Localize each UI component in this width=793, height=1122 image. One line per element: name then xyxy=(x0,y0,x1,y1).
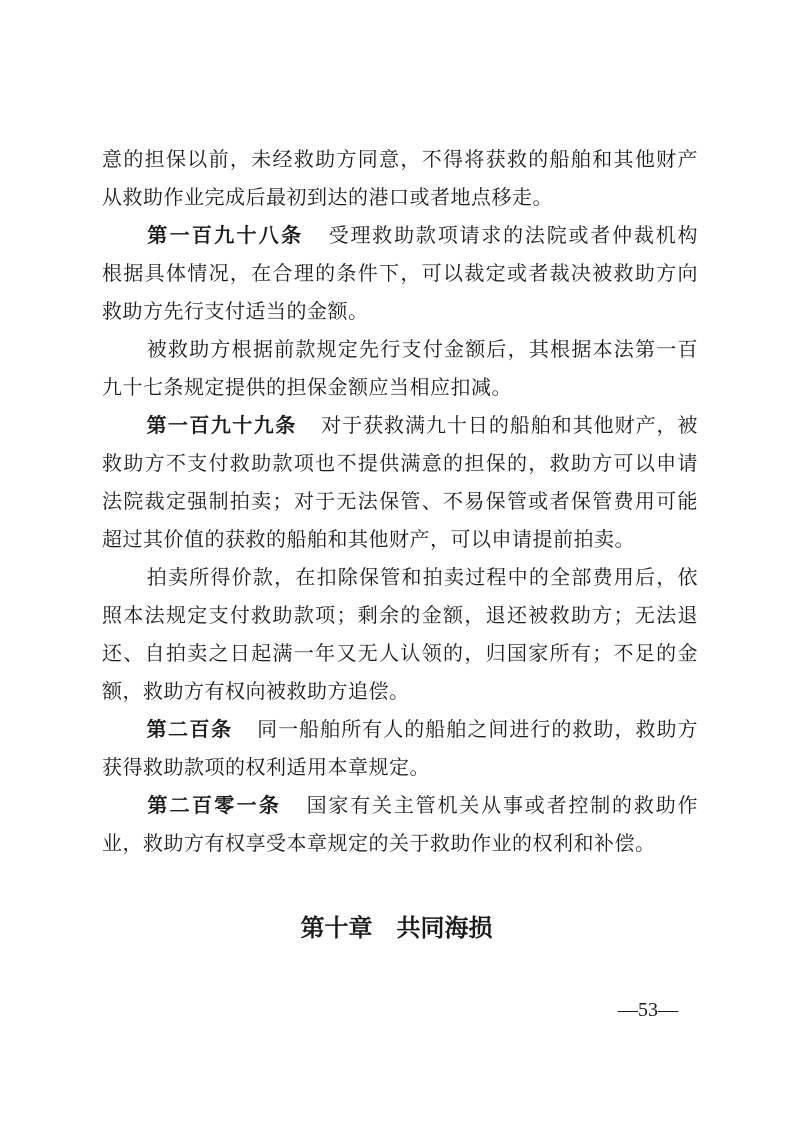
text-line xyxy=(102,787,698,825)
text-line xyxy=(102,749,698,787)
line-text: 对于获救满九十日的船舶和其他财产，被 xyxy=(320,415,699,437)
article-number: 第一百九十八条 xyxy=(146,225,304,247)
article-number: 第二百条 xyxy=(146,719,233,741)
article-title-gap xyxy=(297,431,321,432)
paragraph-indent xyxy=(102,811,146,812)
text-line xyxy=(102,825,698,863)
line-text: 照本法规定支付救助款项；剩余的金额，退还被救助方；无法退 xyxy=(102,605,698,627)
article-number: 第一百九十九条 xyxy=(146,415,297,437)
line-text: 获得救助款项的权利适用本章规定。 xyxy=(102,757,430,779)
line-text: 意的担保以前，未经救助方同意，不得将获救的船舶和其他财产 xyxy=(102,149,698,171)
line-text: 九十七条规定提供的担保金额应当相应扣减。 xyxy=(102,377,512,399)
text-line xyxy=(102,407,698,445)
paragraph-indent xyxy=(102,583,146,584)
text-line xyxy=(102,673,698,711)
paragraph-indent xyxy=(102,355,146,356)
text-line xyxy=(102,597,698,635)
text-line xyxy=(102,369,698,407)
legal-text-block xyxy=(102,141,698,863)
text-line xyxy=(102,521,698,559)
text-line xyxy=(102,711,698,749)
text-line xyxy=(102,293,698,331)
chapter-heading xyxy=(0,910,793,948)
line-text: 救助方先行支付适当的金额。 xyxy=(102,301,369,323)
chapter-heading-gap xyxy=(373,935,397,936)
line-text: 根据具体情况，在合理的条件下，可以裁定或者裁决被救助方向 xyxy=(102,263,698,285)
text-line xyxy=(102,141,698,179)
line-text: 受理救助款项请求的法院或者仲裁机构 xyxy=(327,225,699,247)
line-text: 同一船舶所有人的船舶之间进行的救助，救助方 xyxy=(256,719,699,741)
line-text: 被救助方根据前款规定先行支付金额后，其根据本法第一百 xyxy=(146,339,698,361)
line-text: 还、自拍卖之日起满一年又无人认领的，归国家所有；不足的金 xyxy=(102,643,698,665)
article-title-gap xyxy=(303,241,327,242)
paragraph-indent xyxy=(102,241,146,242)
article-title-gap xyxy=(233,735,257,736)
chapter-number: 第十章 xyxy=(300,915,373,942)
line-text: 超过其价值的获救的船舶和其他财产，可以申请提前拍卖。 xyxy=(102,529,635,551)
text-line xyxy=(102,255,698,293)
text-line xyxy=(102,559,698,597)
article-number: 第二百零一条 xyxy=(146,795,282,817)
chapter-title: 共同海损 xyxy=(396,915,493,942)
text-line xyxy=(102,483,698,521)
article-title-gap xyxy=(281,811,305,812)
text-line xyxy=(102,445,698,483)
paragraph-indent xyxy=(102,431,146,432)
line-text: 从救助作业完成后最初到达的港口或者地点移走。 xyxy=(102,187,553,209)
page-number: —53— xyxy=(618,999,678,1021)
line-text: 业，救助方有权享受本章规定的关于救助作业的权利和补偿。 xyxy=(102,833,656,855)
line-text: 法院裁定强制拍卖；对于无法保管、不易保管或者保管费用可能 xyxy=(102,491,698,513)
line-text: 救助方不支付救助款项也不提供满意的担保的，救助方可以申请 xyxy=(102,453,698,475)
text-line xyxy=(102,217,698,255)
paragraph-indent xyxy=(102,735,146,736)
line-text: 拍卖所得价款，在扣除保管和拍卖过程中的全部费用后，依 xyxy=(146,567,698,589)
text-line xyxy=(102,331,698,369)
text-line xyxy=(102,635,698,673)
line-text: 额，救助方有权向被救助方追偿。 xyxy=(102,681,410,703)
line-text: 国家有关主管机关从事或者控制的救助作 xyxy=(305,795,699,817)
text-line xyxy=(102,179,698,217)
